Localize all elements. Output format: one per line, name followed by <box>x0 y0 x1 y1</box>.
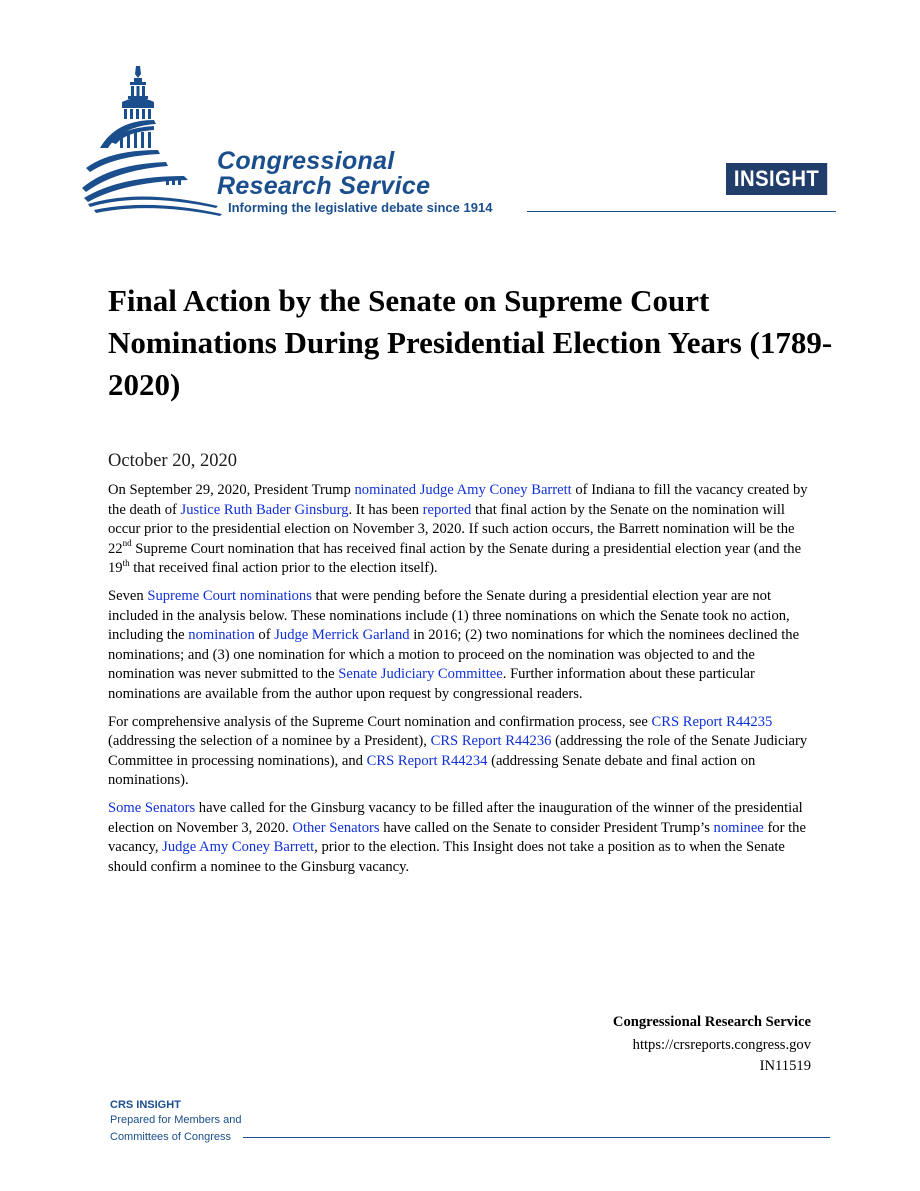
tagline-rule <box>527 211 836 212</box>
footer-report-id: IN11519 <box>759 1058 811 1074</box>
body-link[interactable]: nominee <box>713 819 764 836</box>
brand-tagline: Informing the legislative debate since 1914 <box>228 200 493 215</box>
body-link[interactable]: CRS Report R44235 <box>651 713 773 730</box>
body-link[interactable]: Judge Amy Coney Barrett <box>419 482 572 498</box>
body-text: For comprehensive analysis of the Supreme Court nomination and confirmation process, see <box>108 713 652 730</box>
body-link[interactable]: CRS Report R44236 <box>430 733 552 750</box>
strip-subtitle-line2: Committees of Congress <box>110 1131 232 1143</box>
strip-label: CRS INSIGHT <box>110 1099 181 1111</box>
capitol-dome-logo <box>80 64 230 220</box>
body-paragraph <box>108 799 816 877</box>
body-text: have called on the Senate to consider President Trump’s <box>379 819 714 836</box>
body-text: . Further information about these particular nominations are available from the author upon request by congressional readers. <box>108 666 755 702</box>
body-text: Seven <box>108 587 148 604</box>
body-link[interactable]: nomination <box>188 627 255 644</box>
body-text: (addressing the role of the Senate Judiciary Committee in processing nominations), and <box>108 733 808 769</box>
body-text: of <box>254 627 275 644</box>
body-link[interactable]: Supreme Court nominations <box>147 587 312 604</box>
footer-contact <box>613 1012 811 1077</box>
footer-organization: Congressional Research Service <box>612 1014 811 1030</box>
brand-line-research-service: Research Service <box>217 172 431 200</box>
body-text: (addressing the selection of a nominee by a President), <box>108 733 431 750</box>
brand-line-congressional: Congressional <box>217 147 395 175</box>
footer-url-link[interactable]: https://crsreports.congress.gov <box>632 1037 811 1053</box>
body-link[interactable]: Judge Merrick Garland <box>274 627 410 644</box>
body-text: (addressing Senate debate and final action on nominations). <box>108 752 756 789</box>
body-paragraph <box>108 587 816 705</box>
body-text: of Indiana to fill the vacancy created by the death of <box>108 482 808 518</box>
body-paragraph <box>108 481 816 579</box>
footer-strip <box>110 1098 830 1148</box>
body-text: that final action by the Senate on the nomination will occur prior to the presidential election on November 3, 2020. If such action occurs, the Barrett nomination will be the 22 <box>108 501 795 557</box>
body-link[interactable]: Judge Amy Coney Barrett <box>162 839 315 856</box>
document-title: Final Action by the Senate on Supreme Court Nominations During Presidential Election Years (1789-2020) <box>108 283 833 402</box>
document-body <box>108 481 816 885</box>
body-text: On September 29, 2020, President Trump <box>108 482 355 498</box>
body-text: for the vacancy, <box>108 819 806 856</box>
body-link[interactable]: Justice Ruth Bader Ginsburg <box>180 501 349 518</box>
body-text: . It has been <box>348 501 423 518</box>
insight-badge: INSIGHT <box>726 163 827 195</box>
body-text: that were pending before the Senate during a presidential election year are not included in the analysis below. These nominations include (1) three nominations on which the Senate took no action, including the <box>108 587 790 644</box>
body-link[interactable]: Some Senators <box>108 799 196 816</box>
strip-rule <box>243 1137 830 1138</box>
body-text: that received final action prior to the election itself). <box>129 560 438 577</box>
body-text: in 2016; (2) two nominations for which the nominees declined the nominations; and (3) one nomination for which a motion to proceed on the nomination was objected to and the nomination was never submitted to the <box>108 627 800 683</box>
ordinal-superscript: nd <box>122 537 132 548</box>
body-text: have called for the Ginsburg vacancy to be filled after the inauguration of the winner of the presidential election on November 3, 2020. <box>108 799 803 836</box>
ordinal-superscript: th <box>122 557 130 568</box>
strip-subtitle-line1: Prepared for Members and <box>110 1114 242 1126</box>
body-link[interactable]: Other Senators <box>292 819 380 836</box>
body-paragraph <box>108 713 816 791</box>
body-link[interactable]: reported <box>422 501 472 518</box>
body-text: , prior to the election. This Insight does not take a position as to when the Senate should confirm a nominee to the Ginsburg vacancy. <box>108 839 785 875</box>
body-link[interactable]: Senate Judiciary Committee <box>338 666 503 683</box>
body-link[interactable]: nominated <box>354 482 417 498</box>
body-text: Supreme Court nomination that has received final action by the Senate during a presidential election year (and the 19 <box>108 540 802 577</box>
body-link[interactable]: CRS Report R44234 <box>366 752 488 769</box>
publication-date: October 20, 2020 <box>108 451 237 471</box>
